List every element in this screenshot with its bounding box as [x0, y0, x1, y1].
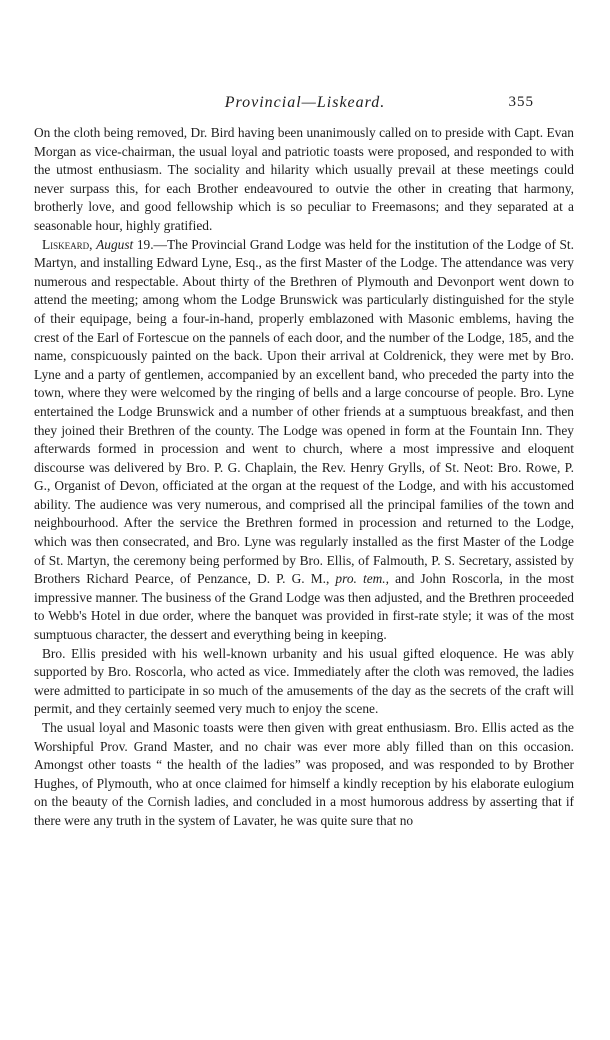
paragraph-text-end: and John Roscorla, in the most impressive manner. The business of the Grand Lodge was then adjusted, and the Brethren proceeded to Webb's Hotel in due order, where the banquet was provided in first-rate style; it was of the most sumptuous character, the dessert and everything being in keeping.	[34, 571, 574, 643]
running-title: Provincial—Liskeard.	[224, 94, 386, 111]
paragraph-banquet: Bro. Ellis presided with his well-known urbanity and his usual gifted eloquence. He was ably supported by Bro. Roscorla, who acted as vice. Immediately after the cloth was removed, the ladies were admitted to participate in so much of the amusements of the day as the secrets of the craft will permit, and they certainly seemed very much to enjoy the scene.	[34, 645, 574, 717]
latin-phrase: pro. tem.,	[335, 571, 390, 587]
running-head	[0, 94, 610, 116]
paragraph-liskeard-grand-lodge	[34, 236, 574, 645]
paragraph-dinner-toasts: On the cloth being removed, Dr. Bird having been unanimously called on to preside with Capt. Evan Morgan as vice-chairman, the usual loyal and patriotic toasts were proposed, and responded to with the utmost enthusiasm. The sociality and hilarity which usually prevail at these meetings could never surpass this, for each Brother endeavoured to outvie the other in creating that harmony, brotherly love, and good fellowship which is so peculiar to Freemasons; and they separated at a seasonable hour, highly gratified.	[34, 125, 574, 233]
body-text	[34, 124, 574, 831]
paragraph-masonic-toasts: The usual loyal and Masonic toasts were then given with great enthusiasm. Bro. Ellis acted as the Worshipful Prov. Grand Master, and no chair was ever more ably filled than on this occasion. Amongst other toasts “ the health of the ladies” was proposed, and was responded to by Brother Hughes, of Plymouth, who at once claimed for himself a kindly reception by his elaborate eulogium on the beauty of the Cornish ladies, and concluded in a most humorous address by asserting that if there were any truth in the system of Lavater, he was quite sure that no	[34, 720, 574, 828]
page-number: 355	[508, 94, 534, 110]
date-month: August	[96, 236, 134, 252]
place-name: Liskeard,	[42, 236, 93, 252]
paragraph-text: 19.—The Provincial Grand Lodge was held for the institution of the Lodge of St. Martyn, and installing Edward Lyne, Esq., as the first Master of the Lodge. The attendance was very numerous and respectable. About thirty of the Brethren of Plymouth and Devonport went down to attend the meeting; among whom the Lodge Brunswick was particularly distinguished for the style of their equipage, being a four-in-hand, properly emblazoned with Masonic emblems, having the crest of the Earl of Fortescue on the pannels of each door, and the number of the Lodge, 185, and the name, conspicuously painted on the back. Upon their arrival at Coldrenick, they were met by Bro. Lyne and a party of gentlemen, accompanied by an excellent band, who preceded the party into the town, where they were welcomed by the ringing of bells and a large concourse of people. Bro. Lyne entertained the Lodge Brunswick and a number of other friends at a sumptuous breakfast, and then they joined their Brethren of the county. The Lodge was opened in form at the Fountain Inn. They afterwards formed in procession and went to church, where a most impressive and eloquent discourse was delivered by Bro. P. G. Chaplain, the Rev. Henry Grylls, of St. Neot: Bro. Rowe, P. G., Organist of Devon, officiated at the organ at the request of the Lodge, and with his accustomed ability. The audience was very numerous, and comprised all the principal families of the town and neighbourhood. After the service the Brethren formed in procession and returned to the Lodge, which was then consecrated, and Bro. Lyne was regularly installed as the first Master of the Lodge of St. Martyn, the ceremony being performed by Bro. Ellis, of Falmouth, P. S. Secretary, assisted by Brothers Richard Pearce, of Penzance, D. P. G. M.,	[34, 236, 574, 587]
